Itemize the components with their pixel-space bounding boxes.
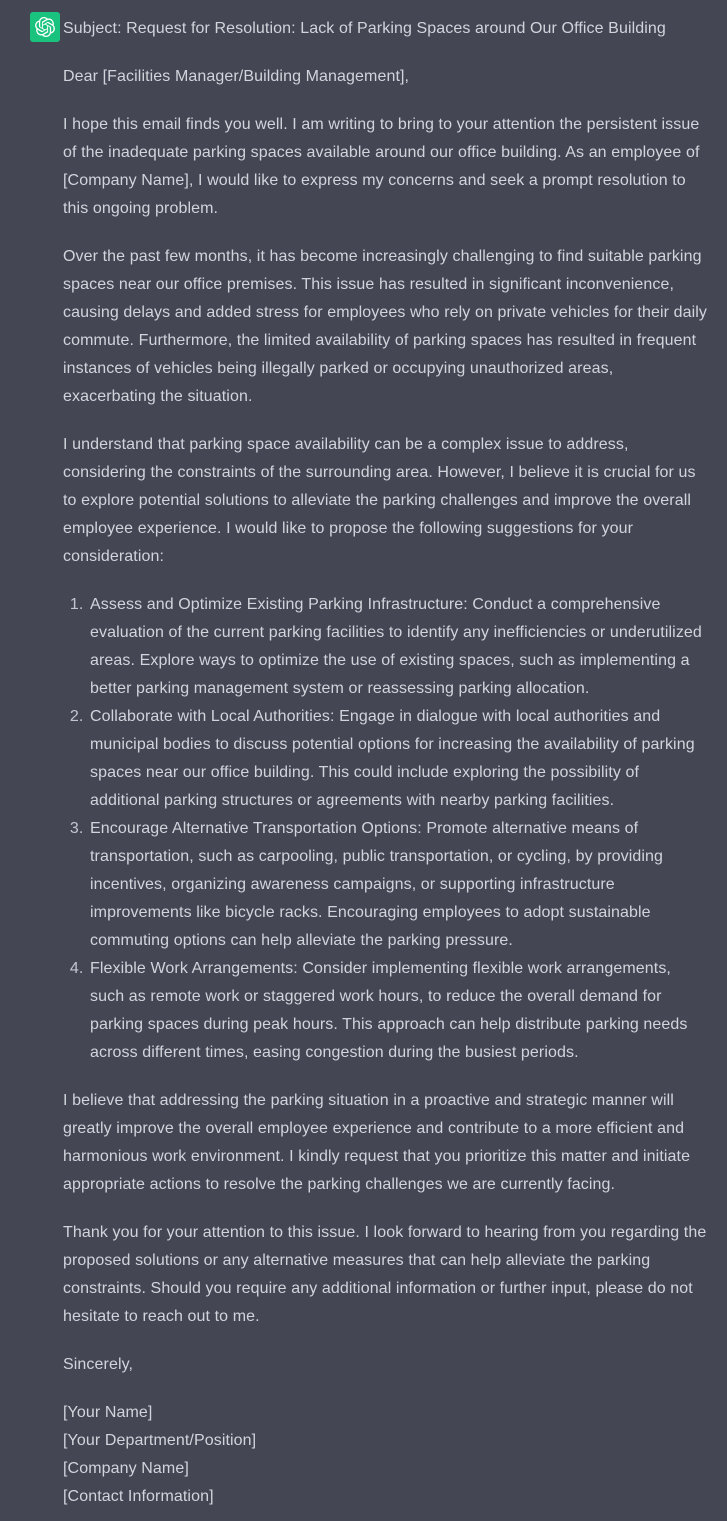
email-paragraph-5: Thank you for your attention to this issue. I look forward to hearing from you regarding the proposed solutions or any alternative measures that can help alleviate the parking constraints. Should you require any additional information or further input, please do not hesitate to reach out to me. (63, 1224, 707, 1325)
signature-company: [Company Name] (63, 1460, 189, 1477)
signature-name: [Your Name] (63, 1404, 153, 1421)
openai-logo-icon (35, 17, 55, 37)
email-paragraph-3: I understand that parking space availability can be a complex issue to address, considering the constraints of the surrounding area. However, I believe it is crucial for us to explore potential solutions to alleviate the parking challenges and improve the overall employee experience. I would like to propose the following suggestions for your consideration: (63, 436, 696, 565)
message-content (63, 15, 707, 1511)
email-paragraph-1: I hope this email finds you well. I am writing to bring to your attention the persistent issue of the inadequate parking spaces available around our office building. As an employee of [Company Name], I would like to express my concerns and seek a prompt resolution to this ongoing problem. (63, 116, 700, 217)
email-paragraph-2: Over the past few months, it has become increasingly challenging to find suitable parking spaces near our office premises. This issue has resulted in significant inconvenience, causing delays and added stress for employees who rely on private vehicles for their daily commute. Furthermore, the limited availability of parking spaces has resulted in frequent instances of vehicles being illegally parked or occupying unauthorized areas, exacerbating the situation. (63, 248, 707, 405)
suggestions-list (63, 591, 707, 1067)
suggestion-item-4: 4. Flexible Work Arrangements: Consider implementing flexible work arrangements, such as remote work or staggered work hours, to reduce the overall demand for parking spaces during peak hours. This approach can help distribute parking needs across different times, easing congestion during the busiest periods. (88, 955, 707, 1067)
suggestion-item-1: 1. Assess and Optimize Existing Parking Infrastructure: Conduct a comprehensive evaluation of the current parking facilities to identify any inefficiencies or underutilized areas. Explore ways to optimize the use of existing spaces, such as implementing a better parking management system or reassessing parking allocation. (88, 591, 707, 703)
email-signoff: Sincerely, (63, 1356, 134, 1373)
signature-contact: [Contact Information] (63, 1488, 214, 1505)
email-salutation: Dear [Facilities Manager/Building Management], (63, 68, 410, 85)
email-paragraph-4: I believe that addressing the parking situation in a proactive and strategic manner will greatly improve the overall employee experience and contribute to a more efficient and harmonious work environment. I kindly request that you prioritize this matter and initiate appropriate actions to resolve the parking challenges we are currently facing. (63, 1092, 691, 1193)
suggestion-item-2: 2. Collaborate with Local Authorities: Engage in dialogue with local authorities and municipal bodies to discuss potential options for increasing the availability of parking spaces near our office building. This could include exploring the possibility of additional parking structures or agreements with nearby parking facilities. (88, 703, 707, 815)
assistant-avatar (30, 12, 60, 42)
email-signature-block (63, 1399, 707, 1511)
email-subject: Subject: Request for Resolution: Lack of Parking Spaces around Our Office Building (63, 20, 666, 37)
signature-department: [Your Department/Position] (63, 1432, 257, 1449)
suggestion-item-3: 3. Encourage Alternative Transportation Options: Promote alternative means of transportation, such as carpooling, public transportation, or cycling, by providing incentives, organizing awareness campaigns, or supporting infrastructure improvements like bicycle racks. Encouraging employees to adopt sustainable commuting options can help alleviate the parking pressure. (88, 815, 707, 955)
